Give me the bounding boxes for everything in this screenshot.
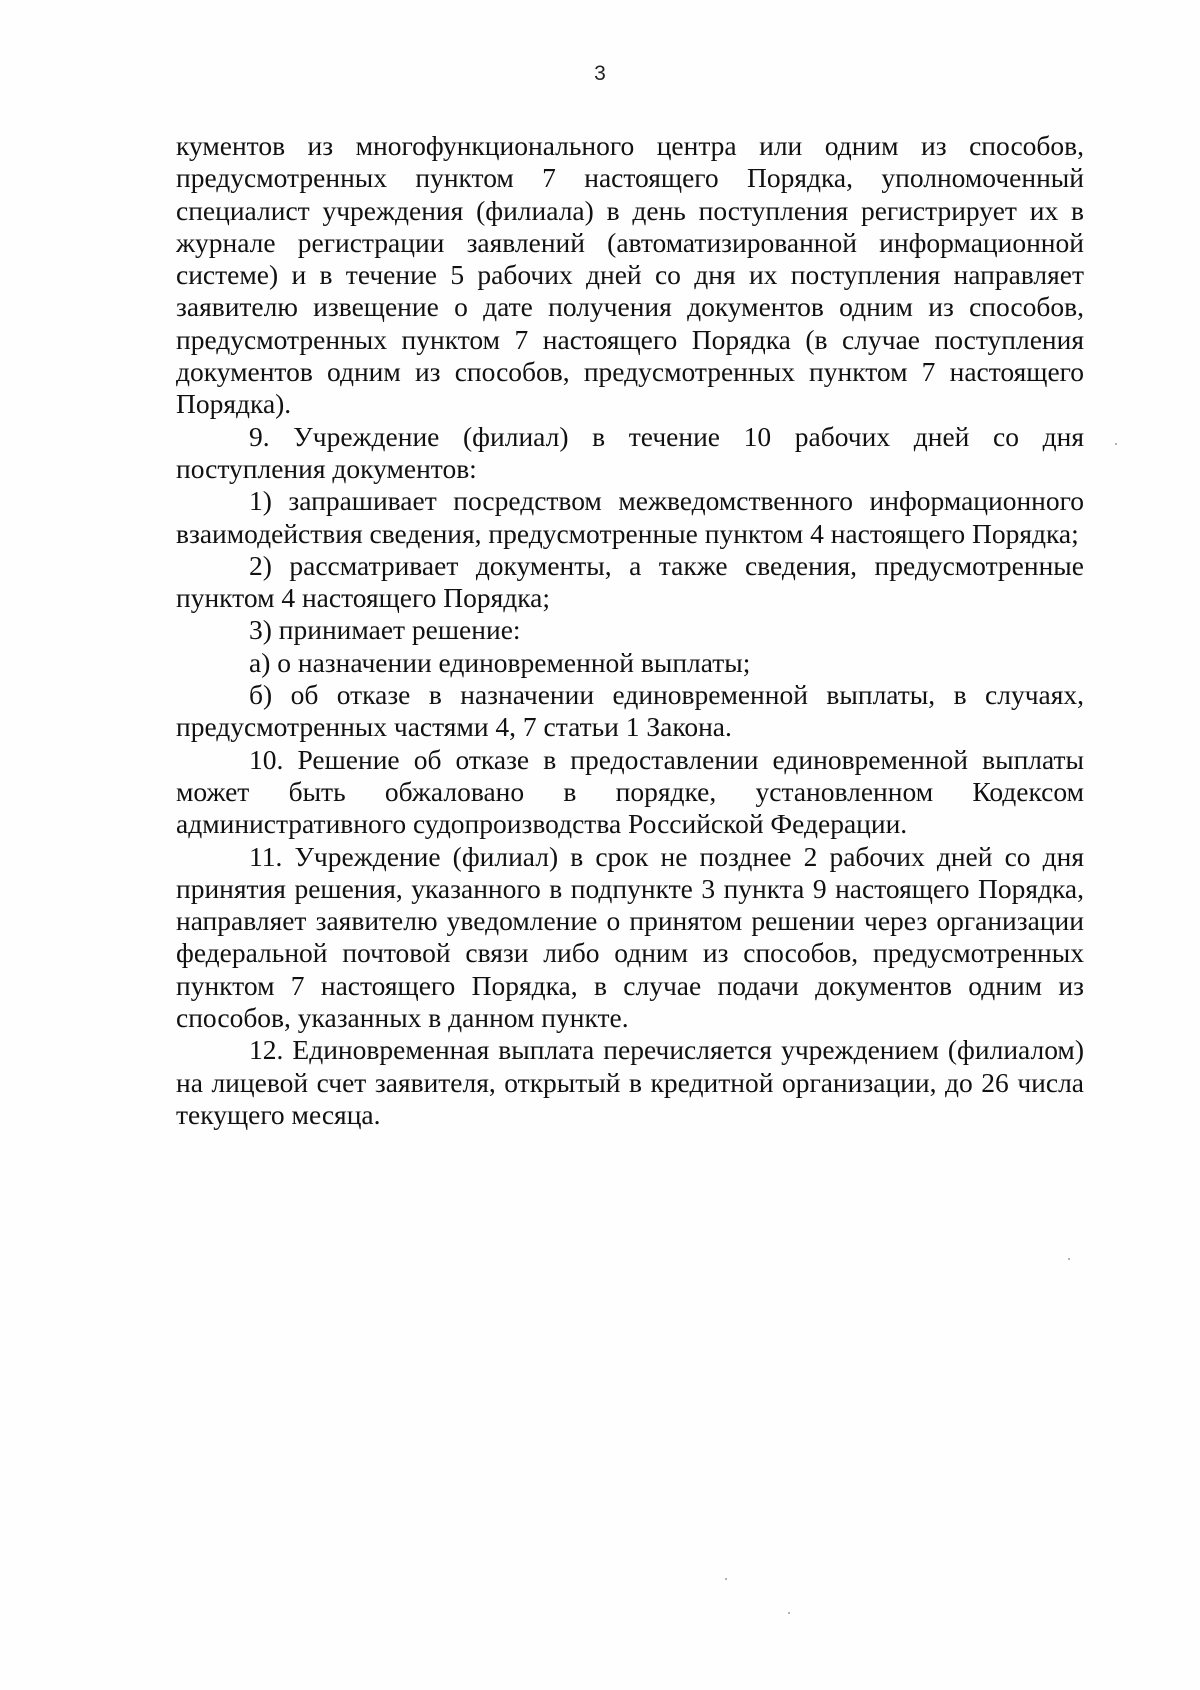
paragraph-item-11: 11. Учреждение (филиал) в срок не позднее 2 рабочих дней со дня принятия решения, указанного в подпункте 3 пункта 9 настоящего Порядка, направляет заявителю уведомление о принятом решении через организации федеральной почтовой связи либо одним из способов, предусмотренных пунктом 7 настоящего Порядка, в случае подачи документов одним из способов, указанных в данном пункте. [176, 840, 1084, 1034]
paragraph-subitem-b: б) об отказе в назначении единовременной выплаты, в случаях, предусмотренных частями 4, 7 статьи 1 Закона. [176, 679, 1084, 743]
paragraph-subitem-1: 1) запрашивает посредством межведомственного информационного взаимодействия сведения, предусмотренные пунктом 4 настоящего Порядка; [176, 485, 1084, 549]
paragraph-subitem-a: а) о назначении единовременной выплаты; [249, 646, 751, 678]
paragraph-item-12: 12. Единовременная выплата перечисляется учреждением (филиалом) на лицевой счет заявителя, открытый в кредитной организации, до 26 числа текущего месяца. [176, 1034, 1084, 1130]
scan-speck [725, 1578, 727, 1580]
paragraph-item-9: 9. Учреждение (филиал) в течение 10 рабочих дней со дня поступления документов: [176, 420, 1084, 484]
scan-speck [1068, 1258, 1070, 1260]
document-body [176, 130, 1084, 1131]
scan-speck [1115, 443, 1117, 445]
page-number: 3 [594, 62, 606, 85]
paragraph-subitem-3: 3) принимает решение: [249, 614, 521, 646]
scan-speck [788, 1612, 790, 1614]
paragraph-item-10: 10. Решение об отказе в предоставлении единовременной выплаты может быть обжаловано в порядке, установленном Кодексом административного судопроизводства Российской Федерации. [176, 743, 1084, 840]
paragraph-continuation: кументов из многофункционального центра или одним из способов, предусмотренных пунктом 7 настоящего Порядка, уполномоченный специалист учреждения (филиала) в день поступления регистрирует их в журнале регистрации заявлений (автоматизированной информационной системе) и в течение 5 рабочих дней со дня их поступления направляет заявителю извещение о дате получения документов одним из способов, предусмотренных пунктом 7 настоящего Порядка (в случае поступления документов одним из способов, предусмотренных пунктом 7 настоящего Порядка). [176, 130, 1084, 420]
paragraph-subitem-2: 2) рассматривает документы, а также сведения, предусмотренные пунктом 4 настоящего Порядка; [176, 549, 1084, 614]
